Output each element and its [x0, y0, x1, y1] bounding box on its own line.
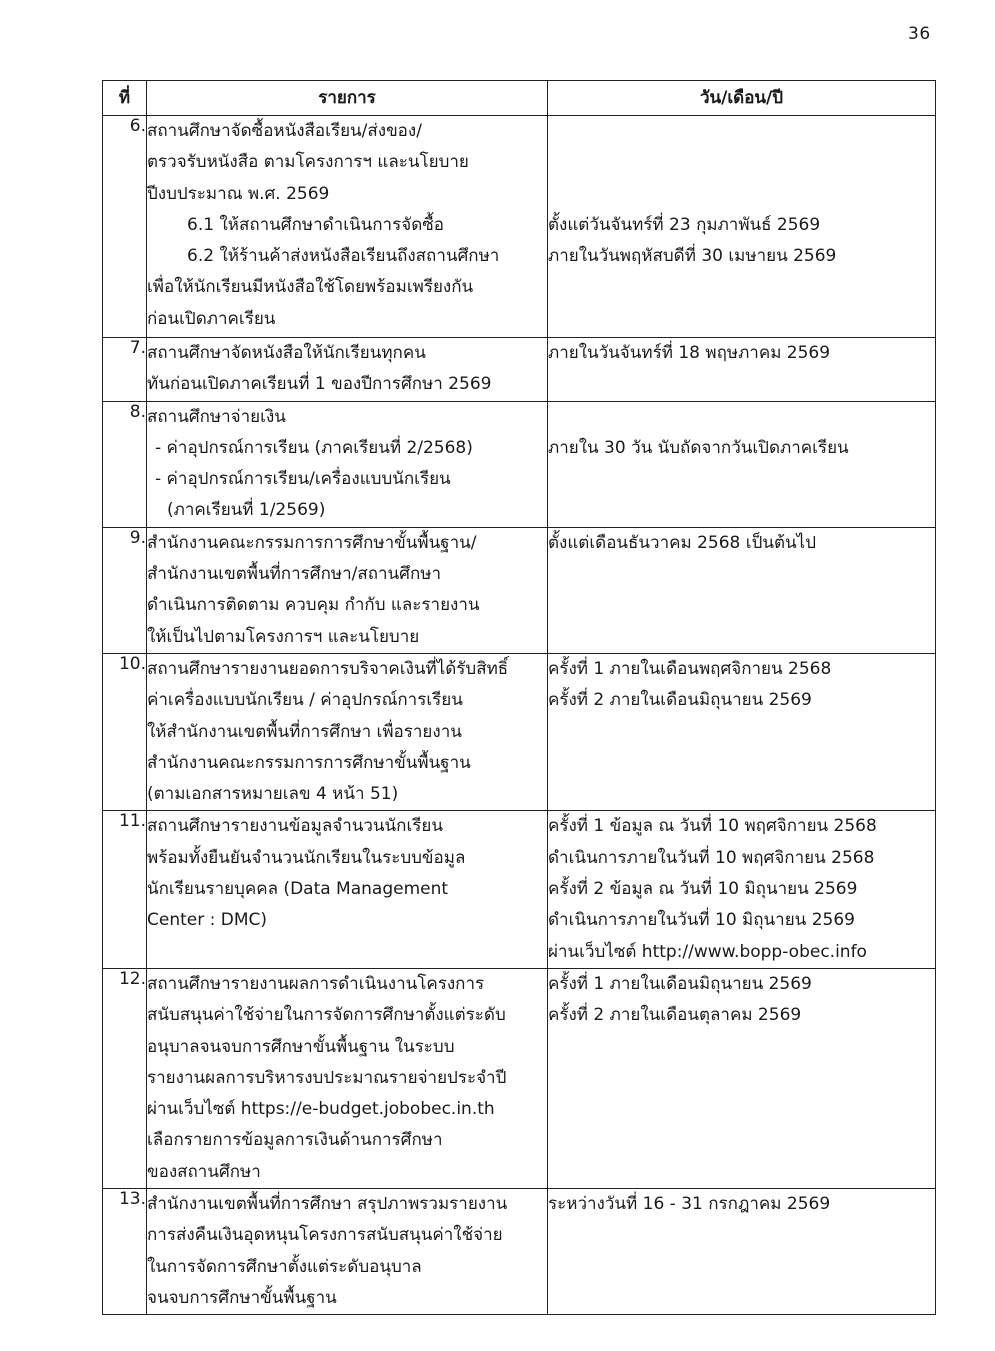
- item-line: ก่อนเปิดภาคเรียน: [147, 308, 276, 329]
- item-line: ดำเนินการติดตาม ควบคุม กำกับ และรายงาน: [147, 595, 480, 616]
- date-line: ระหว่างวันที่ 16 - 31 กรกฎาคม 2569: [548, 1194, 831, 1215]
- spacer: [548, 116, 935, 210]
- date-line: ครั้งที่ 2 ข้อมูล ณ วันที่ 10 มิถุนายน 2569: [548, 879, 858, 900]
- item-line: ให้สำนักงานเขตพื้นที่การศึกษา เพื่อรายงาน: [147, 721, 462, 742]
- item-line: - ค่าอุปกรณ์การเรียน/เครื่องแบบนักเรียน: [155, 469, 451, 490]
- row-number: 12.: [103, 968, 147, 1188]
- date-line: ดำเนินการภายในวันที่ 10 มิถุนายน 2569: [548, 910, 855, 931]
- page-number: 36: [908, 24, 931, 44]
- table-row: [103, 653, 936, 810]
- date-line: ดำเนินการภายในวันที่ 10 พฤศจิกายน 2568: [548, 847, 875, 868]
- item-line: เพื่อให้นักเรียนมีหนังสือใช้โดยพร้อมเพรียงกัน: [147, 277, 474, 298]
- row-date: [548, 527, 936, 653]
- date-line: ครั้งที่ 2 ภายในเดือนมิถุนายน 2569: [548, 690, 812, 711]
- row-item: [147, 527, 548, 653]
- table-row: [103, 811, 936, 968]
- row-item: [147, 338, 548, 402]
- item-line: ทันก่อนเปิดภาคเรียนที่ 1 ของปีการศึกษา 2569: [147, 374, 492, 395]
- row-number: 9.: [103, 527, 147, 653]
- date-line: ภายในวันพฤหัสบดีที่ 30 เมษายน 2569: [548, 246, 837, 267]
- item-line: พร้อมทั้งยืนยันจำนวนนักเรียนในระบบข้อมูล: [147, 847, 466, 868]
- row-item: [147, 968, 548, 1188]
- row-item: [147, 116, 548, 338]
- table-row: [103, 338, 936, 402]
- item-line: จนจบการศึกษาขั้นพื้นฐาน: [147, 1287, 337, 1308]
- row-item: [147, 811, 548, 968]
- item-line: ปีงบประมาณ พ.ศ. 2569: [147, 183, 330, 204]
- date-line: ตั้งแต่วันจันทร์ที่ 23 กุมภาพันธ์ 2569: [548, 215, 821, 235]
- website-link[interactable]: ผ่านเว็บไซต์ http://www.bopp-obec.info: [548, 941, 867, 962]
- item-line: Center : DMC): [147, 910, 268, 931]
- row-number: 6.: [103, 116, 147, 338]
- item-line: การส่งคืนเงินอุดหนุนโครงการสนับสนุนค่าใช้จ่าย: [147, 1225, 503, 1246]
- item-line: สถานศึกษาจัดหนังสือให้นักเรียนทุกคน: [147, 343, 426, 363]
- item-line: สถานศึกษารายงานยอดการบริจาคเงินที่ได้รับสิทธิ์: [147, 658, 509, 679]
- item-line: ของสถานศึกษา: [147, 1161, 261, 1182]
- table-row: [103, 968, 936, 1188]
- header-no: ที่: [103, 81, 147, 116]
- header-item: รายการ: [147, 81, 548, 116]
- item-line: อนุบาลจนจบการศึกษาขั้นพื้นฐาน ในระบบ: [147, 1036, 455, 1057]
- table-row: [103, 527, 936, 653]
- item-line: สำนักงานคณะกรรมการการศึกษาขั้นพื้นฐาน: [147, 752, 471, 773]
- row-date: [548, 338, 936, 402]
- row-item: [147, 1189, 548, 1315]
- row-item: [147, 401, 548, 527]
- table-header-row: [103, 81, 936, 116]
- date-line: ภายใน 30 วัน นับถัดจากวันเปิดภาคเรียน: [548, 437, 849, 458]
- item-line: สถานศึกษาจัดซื้อหนังสือเรียน/ส่งของ/: [147, 121, 422, 141]
- item-line: เลือกรายการข้อมูลการเงินด้านการศึกษา: [147, 1130, 443, 1151]
- row-number: 13.: [103, 1189, 147, 1315]
- website-link[interactable]: ผ่านเว็บไซต์ https://e-budget.jobobec.in.th: [147, 1099, 495, 1120]
- date-line: ครั้งที่ 1 ข้อมูล ณ วันที่ 10 พฤศจิกายน 2568: [548, 816, 877, 837]
- row-number: 7.: [103, 338, 147, 402]
- item-line: สำนักงานเขตพื้นที่การศึกษา สรุปภาพรวมรายงาน: [147, 1194, 508, 1215]
- item-line: 6.2 ให้ร้านค้าส่งหนังสือเรียนถึงสถานศึกษา: [187, 246, 500, 267]
- item-line: 6.1 ให้สถานศึกษาดำเนินการจัดซื้อ: [187, 214, 444, 235]
- row-date: [548, 1189, 936, 1315]
- item-line: (ภาคเรียนที่ 1/2569): [167, 500, 326, 521]
- date-line: ภายในวันจันทร์ที่ 18 พฤษภาคม 2569: [548, 343, 831, 363]
- table-row: [103, 401, 936, 527]
- row-date: [548, 811, 936, 968]
- item-line: ตรวจรับหนังสือ ตามโครงการฯ และนโยบาย: [147, 152, 469, 173]
- item-line: สถานศึกษาจ่ายเงิน: [147, 406, 286, 427]
- header-date: วัน/เดือน/ปี: [548, 81, 936, 116]
- item-line: สถานศึกษารายงานข้อมูลจำนวนนักเรียน: [147, 816, 443, 837]
- item-line: - ค่าอุปกรณ์การเรียน (ภาคเรียนที่ 2/2568): [155, 437, 473, 458]
- date-line: ครั้งที่ 1 ภายในเดือนพฤศจิกายน 2568: [548, 658, 832, 679]
- item-line: สำนักงานเขตพื้นที่การศึกษา/สถานศึกษา: [147, 564, 442, 585]
- item-line: ให้เป็นไปตามโครงการฯ และนโยบาย: [147, 626, 420, 647]
- date-line: ครั้งที่ 2 ภายในเดือนตุลาคม 2569: [548, 1005, 802, 1026]
- item-line: สนับสนุนค่าใช้จ่ายในการจัดการศึกษาตั้งแต่ระดับ: [147, 1005, 506, 1026]
- row-date: [548, 653, 936, 810]
- item-line: นักเรียนรายบุคคล (Data Management: [147, 879, 449, 900]
- date-line: ครั้งที่ 1 ภายในเดือนมิถุนายน 2569: [548, 973, 812, 994]
- table-row: [103, 1189, 936, 1315]
- item-line: ค่าเครื่องแบบนักเรียน / ค่าอุปกรณ์การเรียน: [147, 690, 463, 711]
- schedule-table: [102, 80, 936, 1315]
- row-number: 11.: [103, 811, 147, 968]
- row-date: [548, 968, 936, 1188]
- item-line: ในการจัดการศึกษาตั้งแต่ระดับอนุบาล: [147, 1256, 422, 1277]
- date-line: ตั้งแต่เดือนธันวาคม 2568 เป็นต้นไป: [548, 532, 816, 553]
- row-number: 10.: [103, 653, 147, 810]
- row-date: [548, 401, 936, 527]
- item-line: (ตามเอกสารหมายเลข 4 หน้า 51): [147, 784, 399, 805]
- spacer: [548, 402, 935, 433]
- item-line: รายงานผลการบริหารงบประมาณรายจ่ายประจำปี: [147, 1067, 507, 1088]
- item-line: สถานศึกษารายงานผลการดำเนินงานโครงการ: [147, 973, 485, 994]
- table-row: [103, 116, 936, 338]
- row-number: 8.: [103, 401, 147, 527]
- row-date: [548, 116, 936, 338]
- row-item: [147, 653, 548, 810]
- item-line: สำนักงานคณะกรรมการการศึกษาขั้นพื้นฐาน/: [147, 532, 477, 553]
